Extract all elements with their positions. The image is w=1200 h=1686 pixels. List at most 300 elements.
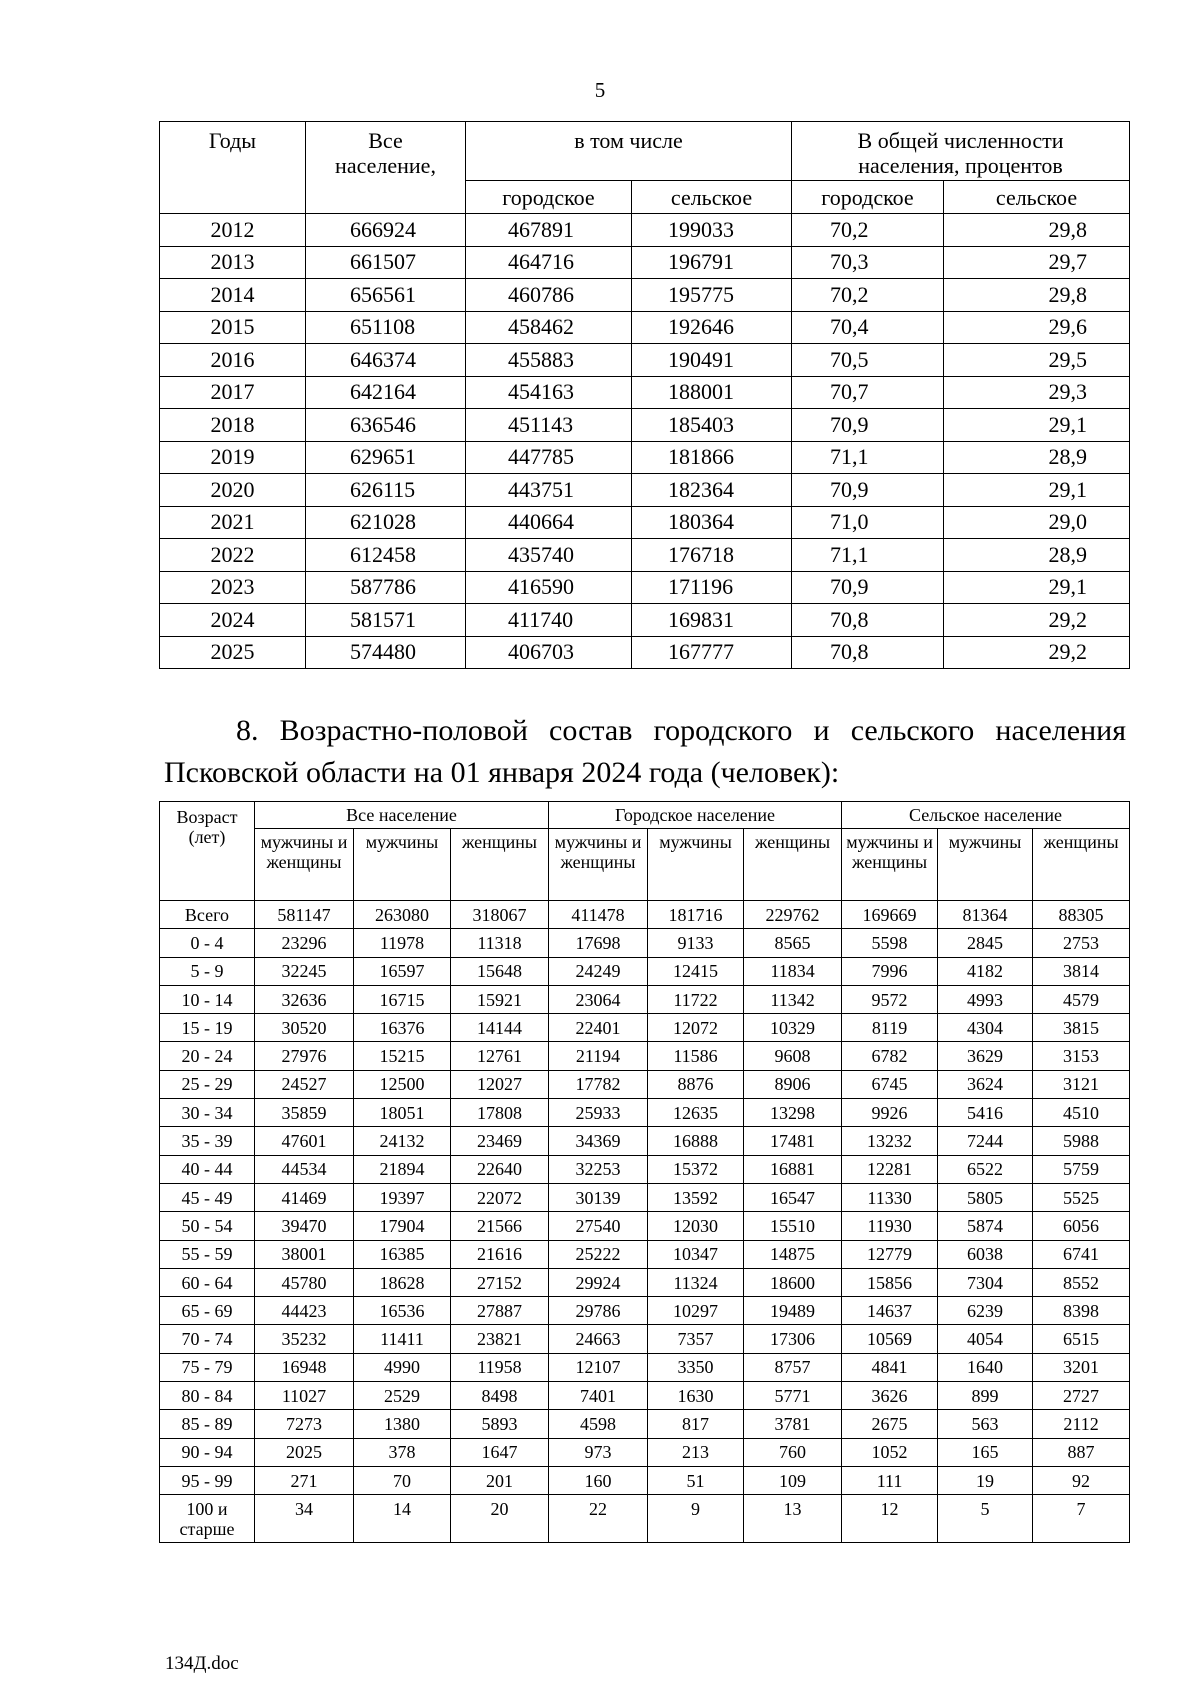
- table-cell: 2021: [160, 506, 306, 539]
- table-cell: 17306: [744, 1325, 842, 1353]
- table-cell: 45780: [255, 1268, 354, 1296]
- table-cell: 192646: [632, 311, 792, 344]
- table-cell: 11722: [648, 985, 744, 1013]
- table-cell: 3629: [938, 1042, 1033, 1070]
- table-cell: 23296: [255, 929, 354, 957]
- table-cell: 229762: [744, 901, 842, 929]
- table2-body: [160, 901, 1130, 1543]
- table-cell: 11318: [451, 929, 549, 957]
- table-cell: 70,3: [792, 246, 944, 279]
- table-cell: 612458: [306, 539, 466, 572]
- table-cell: 2845: [938, 929, 1033, 957]
- table-cell: 661507: [306, 246, 466, 279]
- table-cell: 21616: [451, 1240, 549, 1268]
- table-cell: 460786: [466, 279, 632, 312]
- section-heading: 8. Возрастно-половой состав городского и сельского населения Псковской области на 01 января 2024 года (человек):: [164, 714, 1126, 789]
- header-age: Возраст (лет): [160, 802, 255, 901]
- table-cell: 71,1: [792, 539, 944, 572]
- table-cell: 171196: [632, 571, 792, 604]
- table-row: [160, 506, 1130, 539]
- table-cell: 30139: [549, 1183, 648, 1211]
- table-cell: 12415: [648, 957, 744, 985]
- table-cell: 29,2: [944, 604, 1130, 637]
- table-cell: 38001: [255, 1240, 354, 1268]
- table-cell: 88305: [1033, 901, 1130, 929]
- table-cell: 6056: [1033, 1212, 1130, 1240]
- table-cell: 70,9: [792, 474, 944, 507]
- table-cell: 12107: [549, 1353, 648, 1381]
- table-cell: 13232: [842, 1127, 938, 1155]
- header-urban-men: мужчины: [648, 829, 744, 901]
- table-cell: 201: [451, 1466, 549, 1494]
- table-cell: 92: [1033, 1466, 1130, 1494]
- table-cell: 12761: [451, 1042, 549, 1070]
- table-cell: 581571: [306, 604, 466, 637]
- table-cell: 24663: [549, 1325, 648, 1353]
- table-row: [160, 929, 1130, 957]
- table-cell: 51: [648, 1466, 744, 1494]
- table-cell: 651108: [306, 311, 466, 344]
- table-cell: 213: [648, 1438, 744, 1466]
- table-cell: 5874: [938, 1212, 1033, 1240]
- table-cell: 22640: [451, 1155, 549, 1183]
- age-group-cell: 5 - 9: [160, 957, 255, 985]
- table-cell: 455883: [466, 344, 632, 377]
- table-cell: 17698: [549, 929, 648, 957]
- table-cell: 4841: [842, 1353, 938, 1381]
- table-cell: 9608: [744, 1042, 842, 1070]
- table-cell: 2020: [160, 474, 306, 507]
- table-cell: 11411: [354, 1325, 451, 1353]
- table-cell: 8552: [1033, 1268, 1130, 1296]
- table-row: [160, 1070, 1130, 1098]
- table-cell: 581147: [255, 901, 354, 929]
- table-cell: 2675: [842, 1410, 938, 1438]
- age-group-cell: 0 - 4: [160, 929, 255, 957]
- table-row: [160, 1297, 1130, 1325]
- table-cell: 4510: [1033, 1099, 1130, 1127]
- table-cell: 17904: [354, 1212, 451, 1240]
- table-cell: 111: [842, 1466, 938, 1494]
- table-cell: 2112: [1033, 1410, 1130, 1438]
- header-urban: городское: [466, 181, 632, 214]
- table-cell: 587786: [306, 571, 466, 604]
- table-cell: 9: [648, 1495, 744, 1543]
- table-cell: 10569: [842, 1325, 938, 1353]
- table-cell: 7273: [255, 1410, 354, 1438]
- age-group-cell: Всего: [160, 901, 255, 929]
- table-cell: 817: [648, 1410, 744, 1438]
- table-cell: 23064: [549, 985, 648, 1013]
- header-including: в том числе: [466, 122, 792, 181]
- age-group-cell: 50 - 54: [160, 1212, 255, 1240]
- table-cell: 12779: [842, 1240, 938, 1268]
- table-cell: 7304: [938, 1268, 1033, 1296]
- table-cell: 47601: [255, 1127, 354, 1155]
- header-share: В общей численности населения, процентов: [792, 122, 1130, 181]
- table-cell: 17808: [451, 1099, 549, 1127]
- age-group-cell: 75 - 79: [160, 1353, 255, 1381]
- table-cell: 41469: [255, 1183, 354, 1211]
- table-cell: 11958: [451, 1353, 549, 1381]
- table-cell: 3814: [1033, 957, 1130, 985]
- header-rural-population: Сельское население: [842, 802, 1130, 829]
- table-cell: 973: [549, 1438, 648, 1466]
- table-row: [160, 344, 1130, 377]
- table-cell: 3626: [842, 1382, 938, 1410]
- table-cell: 23821: [451, 1325, 549, 1353]
- table-row: [160, 1268, 1130, 1296]
- table-cell: 7401: [549, 1382, 648, 1410]
- table-cell: 181716: [648, 901, 744, 929]
- table-cell: 16597: [354, 957, 451, 985]
- table-cell: 626115: [306, 474, 466, 507]
- table-cell: 29,8: [944, 214, 1130, 247]
- table-cell: 8757: [744, 1353, 842, 1381]
- table-cell: 12: [842, 1495, 938, 1543]
- table-cell: 30520: [255, 1014, 354, 1042]
- table-cell: 35232: [255, 1325, 354, 1353]
- table-cell: 16376: [354, 1014, 451, 1042]
- table-cell: 34369: [549, 1127, 648, 1155]
- header-share-rural: сельское: [944, 181, 1130, 214]
- table-cell: 5: [938, 1495, 1033, 1543]
- table-row: [160, 604, 1130, 637]
- table-cell: 6745: [842, 1070, 938, 1098]
- table-cell: 34: [255, 1495, 354, 1543]
- table-cell: 17481: [744, 1127, 842, 1155]
- table-cell: 169669: [842, 901, 938, 929]
- header-rural-women: женщины: [1033, 829, 1130, 901]
- table-cell: 188001: [632, 376, 792, 409]
- table-cell: 22072: [451, 1183, 549, 1211]
- table-cell: 21894: [354, 1155, 451, 1183]
- table-cell: 19397: [354, 1183, 451, 1211]
- table-cell: 17782: [549, 1070, 648, 1098]
- table-cell: 12281: [842, 1155, 938, 1183]
- table-cell: 2019: [160, 441, 306, 474]
- table-cell: 16385: [354, 1240, 451, 1268]
- table-cell: 24132: [354, 1127, 451, 1155]
- table-cell: 467891: [466, 214, 632, 247]
- table-cell: 12030: [648, 1212, 744, 1240]
- table-cell: 29786: [549, 1297, 648, 1325]
- table-row: [160, 376, 1130, 409]
- age-group-cell: 30 - 34: [160, 1099, 255, 1127]
- table-cell: 25933: [549, 1099, 648, 1127]
- table-cell: 181866: [632, 441, 792, 474]
- table-cell: 6515: [1033, 1325, 1130, 1353]
- header-share-urban: городское: [792, 181, 944, 214]
- table-cell: 32245: [255, 957, 354, 985]
- table-cell: 899: [938, 1382, 1033, 1410]
- table-cell: 70,8: [792, 604, 944, 637]
- table-cell: 11330: [842, 1183, 938, 1211]
- table-row: [160, 1438, 1130, 1466]
- table-cell: 11930: [842, 1212, 938, 1240]
- header-all-women: женщины: [451, 829, 549, 901]
- table-cell: 18600: [744, 1268, 842, 1296]
- table-cell: 646374: [306, 344, 466, 377]
- table-cell: 8565: [744, 929, 842, 957]
- table-cell: 29,7: [944, 246, 1130, 279]
- table-cell: 2012: [160, 214, 306, 247]
- table-cell: 9926: [842, 1099, 938, 1127]
- table-cell: 2727: [1033, 1382, 1130, 1410]
- table-cell: 15648: [451, 957, 549, 985]
- table-cell: 12027: [451, 1070, 549, 1098]
- table-cell: 7357: [648, 1325, 744, 1353]
- table-row: [160, 571, 1130, 604]
- age-group-cell: 70 - 74: [160, 1325, 255, 1353]
- table-row: [160, 1099, 1130, 1127]
- table-cell: 3781: [744, 1410, 842, 1438]
- table-cell: 642164: [306, 376, 466, 409]
- table-cell: 27540: [549, 1212, 648, 1240]
- table-cell: 5771: [744, 1382, 842, 1410]
- table-cell: 2016: [160, 344, 306, 377]
- table-cell: 29,1: [944, 474, 1130, 507]
- table-cell: 21194: [549, 1042, 648, 1070]
- table-cell: 16881: [744, 1155, 842, 1183]
- table-cell: 44423: [255, 1297, 354, 1325]
- table-cell: 185403: [632, 409, 792, 442]
- table-cell: 464716: [466, 246, 632, 279]
- table-cell: 15856: [842, 1268, 938, 1296]
- table-row: [160, 1212, 1130, 1240]
- table-cell: 24249: [549, 957, 648, 985]
- table-row: [160, 636, 1130, 669]
- table-row: [160, 957, 1130, 985]
- age-group-cell: 45 - 49: [160, 1183, 255, 1211]
- table-cell: 11324: [648, 1268, 744, 1296]
- table-cell: 11834: [744, 957, 842, 985]
- table-cell: 199033: [632, 214, 792, 247]
- table-cell: 666924: [306, 214, 466, 247]
- table-cell: 15510: [744, 1212, 842, 1240]
- table-cell: 14144: [451, 1014, 549, 1042]
- table-cell: 629651: [306, 441, 466, 474]
- table-cell: 27887: [451, 1297, 549, 1325]
- table-cell: 22: [549, 1495, 648, 1543]
- table-cell: 70: [354, 1466, 451, 1494]
- table-cell: 14: [354, 1495, 451, 1543]
- table-cell: 2013: [160, 246, 306, 279]
- table-cell: 8906: [744, 1070, 842, 1098]
- table-cell: 2529: [354, 1382, 451, 1410]
- table-cell: 1380: [354, 1410, 451, 1438]
- table-cell: 8498: [451, 1382, 549, 1410]
- table-cell: 39470: [255, 1212, 354, 1240]
- table-row: [160, 539, 1130, 572]
- age-group-cell: 20 - 24: [160, 1042, 255, 1070]
- table-cell: 7244: [938, 1127, 1033, 1155]
- table-cell: 22401: [549, 1014, 648, 1042]
- table-cell: 29,5: [944, 344, 1130, 377]
- table-cell: 29,3: [944, 376, 1130, 409]
- age-group-cell: 25 - 29: [160, 1070, 255, 1098]
- table-cell: 13: [744, 1495, 842, 1543]
- table-cell: 70,4: [792, 311, 944, 344]
- table-cell: 12072: [648, 1014, 744, 1042]
- table-cell: 18051: [354, 1099, 451, 1127]
- age-group-cell: 60 - 64: [160, 1268, 255, 1296]
- table-cell: 3121: [1033, 1070, 1130, 1098]
- table-row: [160, 441, 1130, 474]
- table-cell: 196791: [632, 246, 792, 279]
- table-cell: 70,5: [792, 344, 944, 377]
- table-row: [160, 1495, 1130, 1543]
- table-cell: 454163: [466, 376, 632, 409]
- table-cell: 440664: [466, 506, 632, 539]
- table-cell: 24527: [255, 1070, 354, 1098]
- table-cell: 6239: [938, 1297, 1033, 1325]
- header-rural: сельское: [632, 181, 792, 214]
- table-cell: 2015: [160, 311, 306, 344]
- table-row: [160, 1127, 1130, 1155]
- page-number: 5: [594, 78, 606, 102]
- table-cell: 378: [354, 1438, 451, 1466]
- header-all-population: Все население: [255, 802, 549, 829]
- table-cell: 27976: [255, 1042, 354, 1070]
- table-row: [160, 409, 1130, 442]
- table-cell: 20: [451, 1495, 549, 1543]
- table-cell: 4993: [938, 985, 1033, 1013]
- table-cell: 19: [938, 1466, 1033, 1494]
- table-cell: 12635: [648, 1099, 744, 1127]
- table-cell: 2025: [160, 636, 306, 669]
- table-cell: 271: [255, 1466, 354, 1494]
- table-row: [160, 1382, 1130, 1410]
- table-row: [160, 1183, 1130, 1211]
- table-cell: 180364: [632, 506, 792, 539]
- table-cell: 15215: [354, 1042, 451, 1070]
- table-cell: 32636: [255, 985, 354, 1013]
- table-cell: 109: [744, 1466, 842, 1494]
- table-cell: 9133: [648, 929, 744, 957]
- table-cell: 406703: [466, 636, 632, 669]
- table-cell: 4054: [938, 1325, 1033, 1353]
- table-cell: 16547: [744, 1183, 842, 1211]
- table-cell: 2025: [255, 1438, 354, 1466]
- table-cell: 35859: [255, 1099, 354, 1127]
- table-cell: 5805: [938, 1183, 1033, 1211]
- table-cell: 10297: [648, 1297, 744, 1325]
- table-cell: 169831: [632, 604, 792, 637]
- table-cell: 29,6: [944, 311, 1130, 344]
- table-cell: 70,8: [792, 636, 944, 669]
- table-cell: 176718: [632, 539, 792, 572]
- table-cell: 451143: [466, 409, 632, 442]
- age-group-cell: 55 - 59: [160, 1240, 255, 1268]
- age-group-cell: 85 - 89: [160, 1410, 255, 1438]
- table-cell: 263080: [354, 901, 451, 929]
- table-cell: 23469: [451, 1127, 549, 1155]
- table-cell: 2023: [160, 571, 306, 604]
- table-cell: 13298: [744, 1099, 842, 1127]
- table-cell: 1630: [648, 1382, 744, 1410]
- table-cell: 16715: [354, 985, 451, 1013]
- table-cell: 1647: [451, 1438, 549, 1466]
- age-group-cell: 65 - 69: [160, 1297, 255, 1325]
- table-cell: 14637: [842, 1297, 938, 1325]
- header-rural-men: мужчины: [938, 829, 1033, 901]
- table-cell: 2017: [160, 376, 306, 409]
- table-row: [160, 1014, 1130, 1042]
- age-group-cell: 90 - 94: [160, 1438, 255, 1466]
- table1-body: [160, 214, 1130, 669]
- table-cell: 29,8: [944, 279, 1130, 312]
- table-cell: 21566: [451, 1212, 549, 1240]
- table-cell: 70,2: [792, 279, 944, 312]
- table-cell: 3624: [938, 1070, 1033, 1098]
- table-cell: 5598: [842, 929, 938, 957]
- table-cell: 760: [744, 1438, 842, 1466]
- age-group-cell: 10 - 14: [160, 985, 255, 1013]
- table-row: [160, 474, 1130, 507]
- table-cell: 318067: [451, 901, 549, 929]
- table-cell: 15921: [451, 985, 549, 1013]
- table-cell: 2014: [160, 279, 306, 312]
- table-cell: 6522: [938, 1155, 1033, 1183]
- table-cell: 5988: [1033, 1127, 1130, 1155]
- table-cell: 3153: [1033, 1042, 1130, 1070]
- table-cell: 10347: [648, 1240, 744, 1268]
- table-cell: 16536: [354, 1297, 451, 1325]
- table-row: [160, 1240, 1130, 1268]
- table-cell: 435740: [466, 539, 632, 572]
- table-cell: 165: [938, 1438, 1033, 1466]
- age-group-cell: 100 и старше: [160, 1495, 255, 1543]
- table-cell: 8876: [648, 1070, 744, 1098]
- table-row: [160, 214, 1130, 247]
- table-cell: 5893: [451, 1410, 549, 1438]
- table-cell: 4182: [938, 957, 1033, 985]
- table-cell: 7996: [842, 957, 938, 985]
- header-urban-women: женщины: [744, 829, 842, 901]
- table-cell: 29,2: [944, 636, 1130, 669]
- table-cell: 11586: [648, 1042, 744, 1070]
- table-cell: 1640: [938, 1353, 1033, 1381]
- table-cell: 70,2: [792, 214, 944, 247]
- table-cell: 5525: [1033, 1183, 1130, 1211]
- table-cell: 3201: [1033, 1353, 1130, 1381]
- table-cell: 4304: [938, 1014, 1033, 1042]
- table-cell: 160: [549, 1466, 648, 1494]
- table-cell: 416590: [466, 571, 632, 604]
- table-cell: 11342: [744, 985, 842, 1013]
- table-row: [160, 1325, 1130, 1353]
- table-cell: 447785: [466, 441, 632, 474]
- table-cell: 656561: [306, 279, 466, 312]
- table-cell: 19489: [744, 1297, 842, 1325]
- table-cell: 13592: [648, 1183, 744, 1211]
- header-urban-population: Городское население: [549, 802, 842, 829]
- age-group-cell: 40 - 44: [160, 1155, 255, 1183]
- table-cell: 2022: [160, 539, 306, 572]
- table-cell: 6038: [938, 1240, 1033, 1268]
- table-cell: 8398: [1033, 1297, 1130, 1325]
- table-cell: 18628: [354, 1268, 451, 1296]
- table-cell: 71,1: [792, 441, 944, 474]
- table-cell: 167777: [632, 636, 792, 669]
- header-years: Годы: [160, 122, 306, 214]
- table-cell: 887: [1033, 1438, 1130, 1466]
- table-cell: 15372: [648, 1155, 744, 1183]
- table-row: [160, 279, 1130, 312]
- table-row: [160, 985, 1130, 1013]
- table-cell: 3815: [1033, 1014, 1130, 1042]
